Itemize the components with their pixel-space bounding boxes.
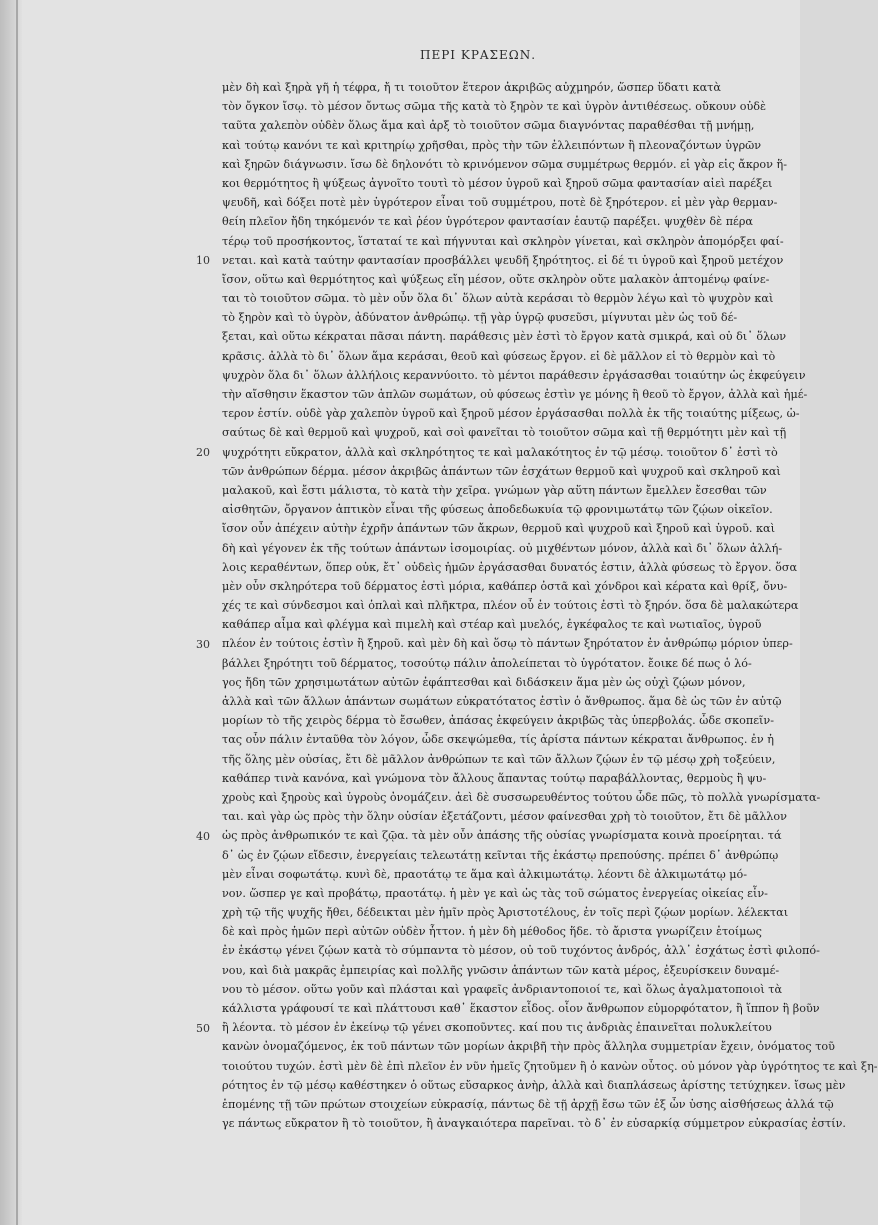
text-line: ἴσον οὖν ἀπέχειν αὐτὴν ἐχρῆν ἁπάντων τῶν ἄκρων, θερμοῦ καὶ ψυχροῦ καὶ ξηροῦ καὶ ὑγροῦ. καὶ [222, 522, 775, 536]
text-line: ται τὸ τοιοῦτον σῶμα. τὸ μὲν οὖν ὅλα δι᾿ ὅλων αὐτὰ κεράσαι τὸ θερμὸν λέγω καὶ τὸ ψυχρὸν καὶ [222, 292, 774, 306]
binding-shadow [0, 0, 22, 1225]
text-line: μὲν δὴ καὶ ξηρὰ γῆ ἡ τέφρα, ἤ τι τοιοῦτον ἕτερον ἀκριβῶς αὐχμηρόν, ὥσπερ ὕδατι κατὰ [222, 81, 721, 94]
text-line: βάλλει ξηρότητι τοῦ δέρματος, τοσούτῳ πάλιν ἀπολείπεται τὸ ὑγρότατον. ἔοικε δέ πως ὁ λό- [222, 656, 752, 670]
running-head: ΠΕΡΙ ΚΡΑΣΕΩΝ. [420, 48, 537, 62]
text-line: τὸ ξηρὸν καὶ τὸ ὑγρὸν, ἀδύνατον ἀνθρώπῳ. τῇ γὰρ ὑγρῷ φυσεῦσι, μίγνυται μὲν ὡς τοῦ δέ- [222, 311, 738, 325]
text-line: ται. καὶ γὰρ ὡς πρὸς τὴν ὅλην οὐσίαν ἐξετάζοντι, μέσον φαίνεσθαι χρὴ τὸ τοιοῦτον, ἔτι δὲ μᾶλλον [222, 810, 787, 824]
text-line: δὲ καὶ πρὸς ἡμῶν περὶ αὐτῶν οὐδὲν ἧττον. ἡ μὲν δὴ μέθοδος ἥδε. τὸ ἄριστα γνωρίζειν ἑτοίμως [222, 925, 762, 939]
text-line: χρὴ τῷ τῆς ψυχῆς ἤθει, δέδεικται μὲν ἡμῖν πρὸς Ἀριστοτέλους, ἐν τοῖς περὶ ζῴων μορίων. λέλεκται [222, 906, 789, 920]
text-line: θείη πλεῖον ἤδη τηκόμενόν τε καὶ ῥέον ὑγρότερον φαντασίαν ἑαυτῷ παρέξει. ψυχθὲν δὲ πέρα [222, 215, 753, 229]
text-line: χροὺς καὶ ξηροὺς καὶ ὑγροὺς ὀνομάζειν. ἀεὶ δὲ συσσωρευθέντος τούτου ὧδε πῶς, τὸ πολλὰ γνωρίσματα- [222, 790, 821, 804]
text-line: πλέον ἐν τούτοις ἐστὶν ἢ ξηροῦ. καὶ μὲν δὴ καὶ ὅσῳ τὸ πάντων ξηρότατον ἐν ἀνθρώπῳ μόριον ὑπερ- [222, 637, 793, 651]
text-line: νεται. καὶ κατὰ ταύτην φαντασίαν προσβάλλει ψευδῆ ξηρότητος. εἰ δέ τι ὑγροῦ καὶ ξηροῦ μετέχον [222, 253, 784, 267]
text-line: ψυχρότητι εὔκρατον, ἀλλὰ καὶ σκληρότητος τε καὶ μαλακότητος ἐν τῷ μέσῳ. τοιοῦτον δ᾿ ἐστὶ τὸ [222, 445, 778, 459]
text-line: τὴν αἴσθησιν ἕκαστον τῶν ἁπλῶν σωμάτων, οὐ φύσεως ἐστὶν γε μόνης ἢ θεοῦ τὸ ἔργον, ἀλλὰ καὶ ἡμέ- [222, 388, 808, 401]
margin-line-number: 50 [196, 1021, 210, 1035]
text-line: κοι θερμότητος ἢ ψύξεως ἀγνοῖτο τουτὶ τὸ μέσον ὑγροῦ καὶ ξηροῦ σῶμα φαντασίαν αἰεὶ παρέξει [222, 176, 773, 190]
binding-edge [16, 0, 18, 1225]
margin-line-number: 10 [196, 253, 210, 267]
text-line: δ᾿ ὡς ἐν ζῴων εἴδεσιν, ἐνεργείαις τελεωτάτῃ κεῖνται τῆς ἑκάστῳ πρεπούσης. πρέπει δ᾿ ἀνθρώπῳ [222, 848, 779, 862]
text-line: τας οὖν πάλιν ἐνταῦθα τὸν λόγον, ὧδε σκεψώμεθα, τίς ἀρίστα πάντων κέκραται ἄνθρωπος. ἐν ἡ [222, 733, 774, 747]
text-line: ἴσον, οὕτω καὶ θερμότητος καὶ ψύξεως εἴη μέσον, οὔτε σκληρὸν οὔτε μαλακὸν ἁπτομένῳ φαίνε- [222, 272, 770, 286]
text-line: τερον ἐστίν. οὐδὲ γὰρ χαλεπὸν ὑγροῦ καὶ ξηροῦ μέσον ἐργάσασθαι πολλὰ ἐκ τῆς τοιαύτης μίξεως, ὡ- [222, 407, 800, 421]
text-line: ὡς πρὸς ἀνθρωπικόν τε καὶ ζῷα. τὰ μὲν οὖν ἀπάσης τῆς οὐσίας γνωρίσματα κοινὰ προείρηται. τά [222, 829, 782, 843]
text-line: μὲν οὖν σκληρότερα τοῦ δέρματος ἐστὶ μόρια, καθάπερ ὀστᾶ καὶ χόνδροι καὶ κέρατα καὶ θρίξ, ὄνυ- [222, 579, 788, 593]
text-line: νου, καὶ διὰ μακρᾶς ἐμπειρίας καὶ πολλῆς γνῶσιν ἁπάντων τῶν κατὰ μέρος, ἐξευρίσκειν δυναμέ- [222, 963, 780, 977]
text-line: καθάπερ αἷμα καὶ φλέγμα καὶ πιμελὴ καὶ στέαρ καὶ μυελός, ἐγκέφαλος τε καὶ νωτιαῖος, ὑγροῦ [222, 618, 762, 632]
text-line: αἰσθητῶν, ὄργανον ἁπτικὸν εἶναι τῆς φύσεως ἀποδεδωκυία τῷ φρονιμωτάτῳ τῶν ζῴων οἰκεῖον. [222, 503, 773, 517]
text-line: δὴ καὶ γέγονεν ἐκ τῆς τούτων ἁπάντων ἰσομοιρίας. οὐ μιχθέντων μόνον, ἀλλὰ καὶ δι᾿ ὅλων ἀλλή- [222, 541, 783, 555]
text-line: ξεται, καὶ οὕτω κέκραται πᾶσαι πάντη. παράθεσις μὲν ἐστὶ τὸ ἔργον κατὰ σμικρά, καὶ οὐ δι᾿ ὅλων [222, 330, 787, 344]
text-line: μαλακοῦ, καὶ ἔστι μάλιστα, τὸ κατὰ τὴν χεῖρα. γνώμων γὰρ αὕτη πάντων ἔμελλεν ἔσεσθαι τῶν [222, 483, 767, 497]
text-line: τῆς ὅλης μὲν οὐσίας, ἔτι δὲ μᾶλλον ἀνθρώπων τε καὶ τῶν ἄλλων ζῴων ἐν τῷ μέσῳ χρὴ τοξεύειν, [222, 752, 776, 766]
text-line: ταῦτα χαλεπὸν οὐδὲν ὅλως ἅμα καὶ ἀρξ τὸ τοιοῦτον σῶμα διαγνόντας παραθέσθαι τῇ μνήμῃ, [222, 119, 755, 133]
text-line: τέρῳ τοῦ προσήκοντος, ἵσταταί τε καὶ πήγνυται καὶ σκληρὸν γίνεται, καὶ σκληρὸν ἀπομόρξει φαί- [222, 234, 784, 248]
text-line: ἐν ἑκάστῳ γένει ζῴων κατὰ τὸ σύμπαντα τὸ μέσον, οὐ τοῦ τυχόντος ἀνδρός, ἀλλ᾿ ἐσχάτως ἐστὶ φιλοπό- [222, 944, 820, 958]
text-block [222, 78, 878, 1133]
text-line: κανὼν ὀνομαζόμενος, ἐκ τοῦ πάντων τῶν μορίων ἀκριβῆ τὴν πρὸς ἄλληλα συμμετρίαν ἔχειν, ὀνόματος τοῦ [222, 1040, 835, 1054]
text-line: ρότητος ἐν τῷ μέσῳ καθέστηκεν ὁ οὕτως εὔσαρκος ἀνὴρ, ἀλλὰ καὶ διαπλάσεως ἀρίστης τετύχηκεν. ἴσως μὲν [222, 1078, 846, 1092]
text-line: κάλλιστα γράφουσί τε καὶ πλάττουσι καθ᾿ ἕκαστον εἶδος. οἷον ἄνθρωπον εὐμορφότατον, ἢ ἵππον ἢ βοῦν [222, 1002, 820, 1015]
text-line: λοις κεραθέντων, ὅπερ οὐκ, ἔτ᾿ οὐδεὶς ἡμῶν ἐργάσασθαι δυνατός ἐστιν, ἀλλὰ φύσεως τὸ ἔργον. ὅσα [222, 560, 798, 574]
text-line: γε πάντως εὔκρατον ἢ τὸ τοιοῦτον, ἢ ἀναγκαιότερα παρεῖναι. τὸ δ᾿ ἐν εὐσαρκίᾳ σύμμετρον εὐκρασίας ἐστίν. [222, 1117, 846, 1131]
text-line: σαύτως δὲ καὶ θερμοῦ καὶ ψυχροῦ, καὶ σοὶ φανεῖται τὸ τοιοῦτον σῶμα καὶ τῇ θερμότητι μὲν καὶ τῇ [222, 426, 787, 440]
text-line: μὲν εἶναι σοφωτάτῳ. κυνὶ δὲ, πραοτάτῳ τε ἅμα καὶ ἀλκιμωτάτῳ. λέοντι δὲ ἀλκιμωτάτῳ μό- [222, 867, 748, 881]
text-line: καὶ ξηρῶν διάγνωσιν. ἴσω δὲ δηλονότι τὸ κρινόμενον σῶμα συμμέτρως θερμόν. εἰ γὰρ εἰς ἄκρον ἥ- [222, 157, 787, 171]
text-line: μορίων τὸ τῆς χειρὸς δέρμα τὸ ἔσωθεν, ἀπάσας ἐκφεύγειν ἀκριβῶς τὰς ὑπερβολάς. ὧδε σκοπεῖν- [222, 714, 774, 728]
text-line: ψυχρὸν ὅλα δι᾿ ὅλων ἀλλήλοις κεραννύοιτο. τὸ μέντοι παράθεσιν ἐργάσασθαι τοιαύτην ὡς ἐκφεύγειν [222, 368, 806, 382]
text-line: χές τε καὶ σύνδεσμοι καὶ ὁπλαὶ καὶ πλῆκτρα, πλέον οὗ ἐν τούτοις ἐστὶ τὸ ξηρόν. ὅσα δὲ μαλακώτερα [222, 599, 799, 613]
text-line: ἀλλὰ καὶ τῶν ἄλλων ἁπάντων σωμάτων εὐκρατότατος ἐστὶν ὁ ἄνθρωπος. ἅμα δὲ ὡς τῶν ἐν αὐτῷ [222, 695, 782, 708]
margin-line-number: 40 [196, 829, 210, 843]
text-line: τὸν ὄγκον ἴσῳ. τὸ μέσον ὄντως σῶμα τῆς κατὰ τὸ ξηρὸν τε καὶ ὑγρὸν ἀντιθέσεως. οὔκουν οὐδὲ [222, 100, 766, 114]
text-line: ψευδῆ, καὶ δόξει ποτὲ μὲν ὑγρότερον εἶναι τοῦ συμμέτρου, ποτὲ δὲ ξηρότερον. εἰ μὲν γὰρ θερμαν- [222, 196, 778, 210]
text-line: νου τὸ μέσον. οὕτω γοῦν καὶ πλάσται καὶ γραφεῖς ἀνδριαντοποιοί τε, καὶ ὅλως ἀγαλματοποιοὶ τὰ [222, 982, 783, 996]
text-line: τοιούτου τυχών. ἐστὶ μὲν δὲ ἐπὶ πλεῖον ἐν νῦν ἡμεῖς ζητοῦμεν ἢ ὁ κανὼν οὗτος. οὐ μόνον γὰρ ὑγρότητος τε καὶ ξη- [222, 1059, 878, 1073]
text-line: γος ἤδη τῶν χρησιμωτάτων αὐτῶν ἐφάπτεσθαι καὶ διδάσκειν ἅμα μὲν ὡς οὐχὶ ζῴων μόνον, [222, 675, 746, 689]
text-line: ἑπομένης τῇ τῶν πρώτων στοιχείων εὐκρασίᾳ, πάντως δὲ τῇ ἀρχῇ ἔσω τῶν ἐξ ὧν ὑσης αἰσθήσεως ἀλλά τῷ [222, 1097, 834, 1111]
text-line: κρᾶσις. ἀλλὰ τὸ δι᾿ ὅλων ἅμα κεράσαι, θεοῦ καὶ φύσεως ἔργον. εἰ δὲ μᾶλλον εἰ τὸ θερμὸν καὶ τὸ [222, 349, 776, 363]
text-line: ἢ λέοντα. τὸ μέσον ἐν ἐκείνῳ τῷ γένει σκοποῦντες. καί που τις ἀνδριὰς ἐπαινεῖται πολυκλείτου [222, 1021, 772, 1035]
text-line: τῶν ἀνθρώπων δέρμα. μέσον ἀκριβῶς ἁπάντων τῶν ἐσχάτων θερμοῦ καὶ ψυχροῦ καὶ σκληροῦ καὶ [222, 464, 781, 478]
text-line: καὶ τούτῳ κανόνι τε καὶ κριτηρίῳ χρῆσθαι, πρὸς τὴν τῶν ἐλλειπόντων ἢ πλεοναζόντων ὑγρῶν [222, 138, 762, 152]
margin-line-number: 30 [196, 637, 210, 651]
text-line: καθάπερ τινὰ κανόνα, καὶ γνώμονα τὸν ἄλλους ἅπαντας τούτῳ παραβάλλοντας, θερμοὺς ἢ ψυ- [222, 771, 767, 785]
margin-line-number: 20 [196, 445, 210, 459]
text-line: νον. ὥσπερ γε καὶ προβάτῳ, πραοτάτῳ. ἡ μὲν γε καὶ ὡς τὰς τοῦ σώματος ἐνεργείας οἰκείας εἶν- [222, 886, 768, 900]
